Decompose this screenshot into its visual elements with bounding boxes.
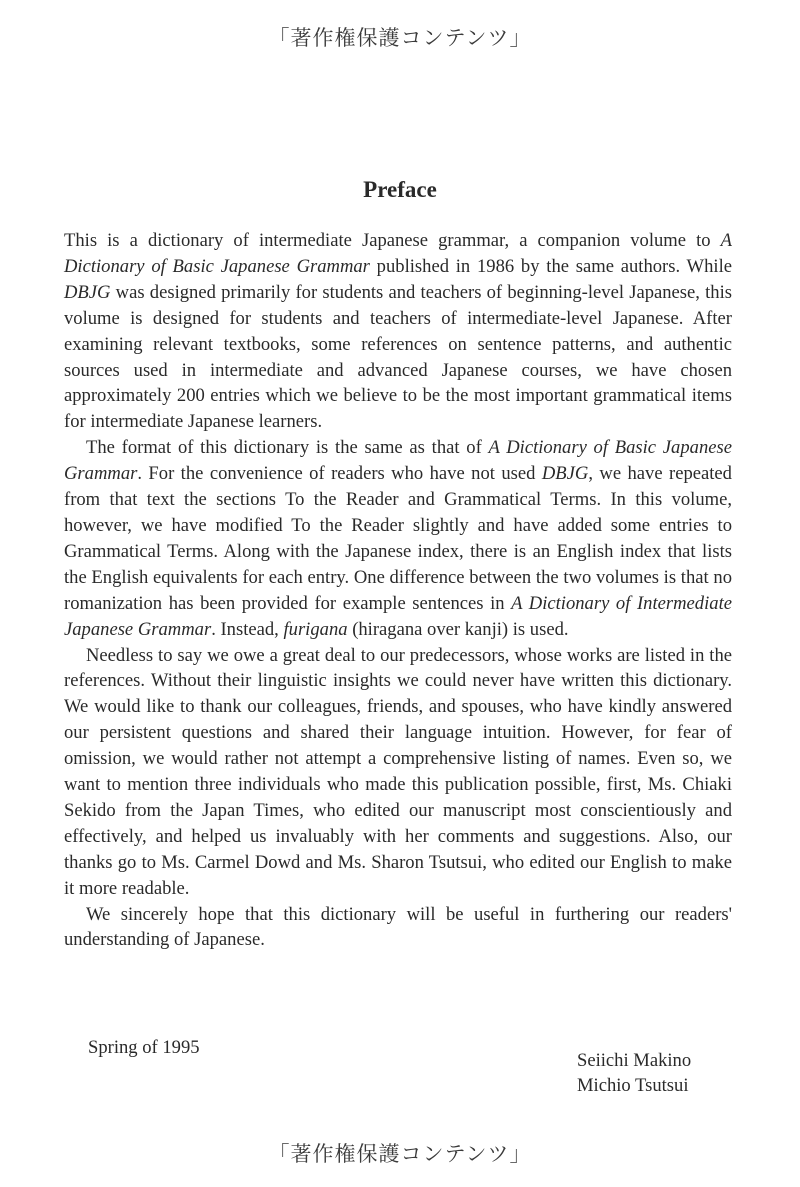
text-run: This is a dictionary of intermediate Japanese grammar, a companion volume to — [64, 230, 721, 251]
author-signature — [577, 1048, 691, 1098]
preface-body — [64, 228, 732, 953]
paragraph-2 — [64, 435, 732, 642]
paragraph-3 — [64, 643, 732, 902]
page-title: Preface — [363, 177, 437, 203]
text-run: published in 1986 by the same authors. While — [369, 255, 732, 277]
paragraph-1 — [64, 228, 732, 435]
paragraph-4 — [64, 902, 732, 954]
book-title: A Dictionary of Basic Japanese Grammar — [64, 230, 732, 277]
text-run: Needless to say we owe a great deal to our predecessors, whose works are listed in the references. Without their linguistic insights we could never have written this dictionary. We would like to thank our colleagues, friends, and spouses, who have kindly answered our persistent questions and shared their language intuition. However, for fear of omission, we would rather not attempt a comprehensive listing of names. Even so, we want to mention three individuals who made this publication possible, first, Ms. Chiaki Sekido from the Japan Times, who edited our manuscript most conscientiously and effectively, and helped us invaluably with her comments and suggestions. Also, our thanks go to Ms. Carmel Dowd and Ms. Sharon Tsutsui, who edited our English to make it more readable. — [64, 644, 732, 899]
book-title: A Dictionary of Intermediate Japanese Grammar — [64, 592, 732, 640]
text-run: . For the convenience of readers who have not used — [137, 463, 542, 485]
author-name: Seiichi Makino — [577, 1050, 692, 1071]
date-line: Spring of 1995 — [88, 1037, 200, 1058]
text-run: . Instead, — [211, 618, 284, 640]
abbrev: DBJG — [64, 281, 111, 303]
abbrev: DBJG — [541, 463, 589, 485]
term: furigana — [283, 618, 348, 640]
text-run: (hiragana over kanji) is used. — [347, 618, 569, 640]
text-run: was designed primarily for students and teachers of beginning-level Japanese, this volume is designed for students and teachers of intermediate-level Japanese. After examining relevant textbooks, some references on sentence patterns, and authentic sources used in intermediate and advanced Japanese courses, we have chosen approximately 200 entries which we believe to be the most important grammatical items for intermediate Japanese learners. — [64, 281, 732, 433]
watermark-top: 「著作権保護コンテンツ」 — [268, 26, 532, 50]
book-title: A Dictionary of Basic Japanese Grammar — [64, 437, 732, 485]
watermark-bottom: 「著作権保護コンテンツ」 — [268, 1142, 532, 1166]
text-run: We sincerely hope that this dictionary will be useful in furthering our readers' understanding of Japanese. — [64, 903, 732, 951]
author-name: Michio Tsutsui — [577, 1075, 689, 1096]
text-run: , we have repeated from that text the sections To the Reader and Grammatical Terms. In this volume, however, we have modified To the Reader slightly and have added some entries to Grammatical Terms. Along with the Japanese index, there is an English index that lists the English equivalents for each entry. One difference between the two volumes is that no romanization has been provided for example sentences in — [64, 463, 732, 614]
text-run: The format of this dictionary is the same as that of — [86, 437, 489, 459]
